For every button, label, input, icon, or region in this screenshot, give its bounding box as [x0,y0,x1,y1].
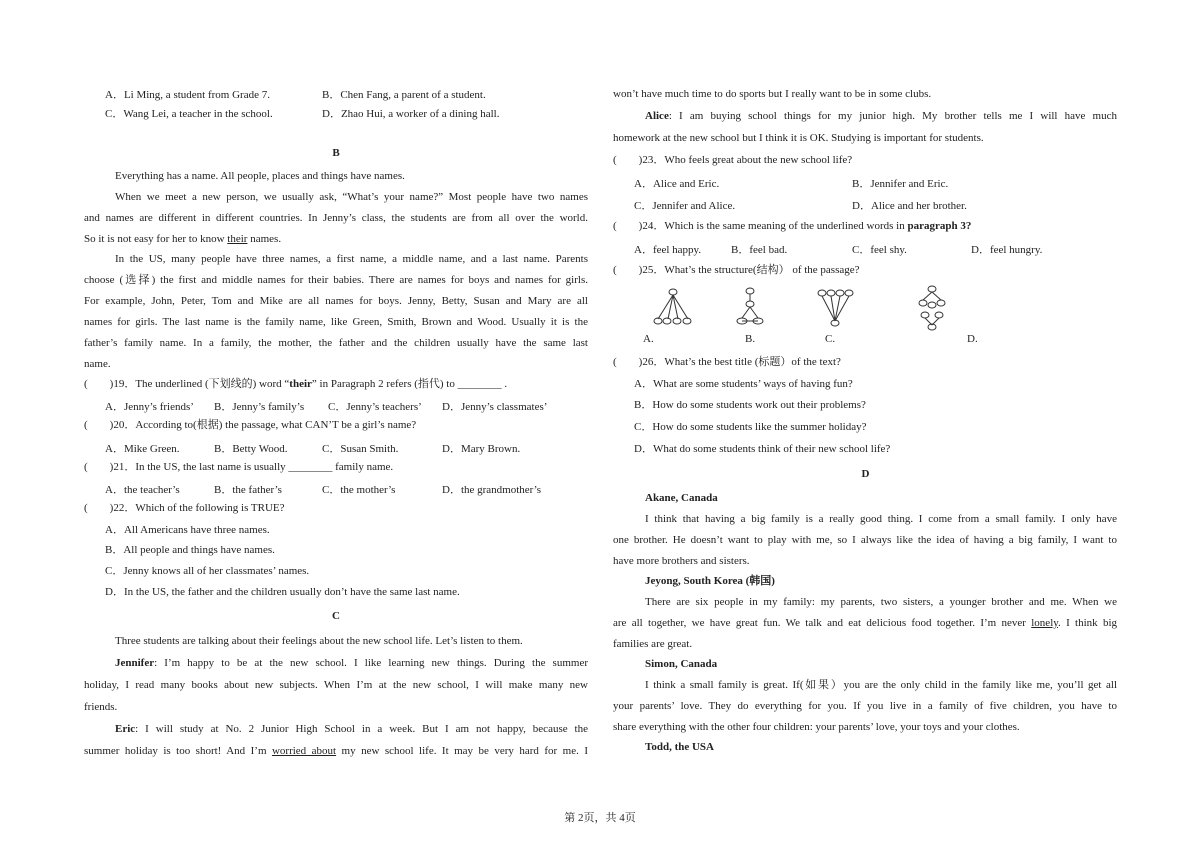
alice-line1: Alice: I am buying school things for my junior high. My brother tells me I will have much [645,110,1117,122]
q18-option-a: A．Li Ming, a student from Grade 7. [105,89,270,101]
q24-option-c: C．feel shy. [852,244,907,256]
q19-option-a: A．Jenny’s friends’ [105,401,194,413]
simon-line3: share everything with the other four children: your parents’ love, your toys and your clothes. [613,721,1020,733]
section-b-p2-line2: and names are different in different countries. In Jenny’s class, the students are from all over the world. [84,212,588,224]
underlined-lonely: lonely [1031,617,1059,629]
structure-diagram-b [734,285,766,329]
q20-option-b: B．Betty Wood. [214,443,288,455]
alice-line2: homework at the new school but I think it is OK. Studying is important for students. [613,132,984,144]
todd-heading: Todd, the USA [645,741,714,753]
section-b-p2-line3: So it is not easy for her to know their names. [84,233,282,245]
q25-stem: ( )25．What’s the structure(结构） of the passage? [613,264,860,276]
q21-stem: ( )21．In the US, the last name is usually ________ family name. [84,461,394,473]
structure-diagram-a [650,285,696,329]
q24-option-d: D．feel hungry. [971,244,1043,256]
q20-option-d: D．Mary Brown. [442,443,521,455]
akane-line1: I think that having a big family is a really good thing. I come from a small family. I only have [645,513,1117,525]
akane-heading: Akane, Canada [645,492,718,504]
q20-stem: ( )20．According to(根据) the passage, what CAN’T be a girl’s name? [84,419,417,431]
q20-option-c: C．Susan Smith. [322,443,399,455]
q26-option-b: B．How do some students work out their problems? [634,399,866,411]
section-d-label: D [861,468,870,480]
q23-option-a: A．Alice and Eric. [634,178,720,190]
q19-option-b: B．Jenny’s family’s [214,401,305,413]
q20-option-a: A．Mike Green. [105,443,180,455]
q26-option-a: A．What are some students’ ways of having fun? [634,378,853,390]
q18-option-c: C．Wang Lei, a teacher in the school. [105,108,273,120]
q25-option-a: A. [643,333,654,345]
jennifer-line2: holiday, I read many books about new subjects. When I’m at the new school, I will make many new [84,679,588,691]
jennifer-line3: friends. [84,701,118,713]
q19-option-c: C．Jenny’s teachers’ [328,401,422,413]
eric-line3: won’t have much time to do sports but I really want to be in some clubs. [613,88,932,100]
q25-option-c: C. [825,333,836,345]
section-b-p3-line1: In the US, many people have three names, a first name, a middle name, and a last name. Parents [115,253,588,265]
jeyong-line2: are all together, we have great fun. We talk and eat delicious food together. I’m never lonely. I think big [613,617,1117,629]
eric-line2: summer holiday is too short! And I’m worried about my new school life. It may be very hard for me. I [84,745,588,757]
section-b-p3-line3: For example, John, Peter, Tom and Mike are all names for boys. Jenny, Betty, Susan and Mary are all [84,295,588,307]
q24-option-a: A．feel happy. [634,244,702,256]
underlined-worried-about: worried about [271,745,337,757]
section-c-intro: Three students are talking about their feelings about the new school life. Let’s listen to them. [115,635,523,647]
q21-option-a: A．the teacher’s [105,484,180,496]
q22-option-d: D．In the US, the father and the children usually don’t have the same last name. [105,586,460,598]
section-c-label: C [332,610,340,622]
eric-line1: Eric: I will study at No. 2 Junior High School in a week. But I am not happy, because the [115,723,588,735]
q21-option-b: B．the father’s [214,484,282,496]
jeyong-line3: families are great. [613,638,693,650]
section-b-p3-line6: name. [84,358,111,370]
q25-option-b: B. [745,333,756,345]
akane-line3: have more brothers and sisters. [613,555,750,567]
q22-option-a: A．All Americans have three names. [105,524,270,536]
q21-option-d: D．the grandmother’s [442,484,542,496]
q23-option-d: D．Alice and her brother. [852,200,967,212]
q18-option-d: D．Zhao Hui, a worker of a dining hall. [322,108,500,120]
q22-option-b: B．All people and things have names. [105,544,275,556]
q22-stem: ( )22．Which of the following is TRUE? [84,502,285,514]
q24-option-b: B．feel bad. [731,244,788,256]
q26-stem: ( )26．What’s the best title (标题）of the text? [613,356,841,368]
section-b-p1: Everything has a name. All people, places and things have names. [115,170,405,182]
q26-option-d: D．What do some students think of their new school life? [634,443,891,455]
q23-stem: ( )23．Who feels great about the new school life? [613,154,853,166]
jeyong-heading: Jeyong, South Korea (韩国) [645,575,775,587]
page-footer: 第 2页，共 4页 [564,812,636,824]
q23-option-b: B．Jennifer and Eric. [852,178,949,190]
section-b-p3-line5: father’s family name. In a family, the mother, the father and the children usually have the same last [84,337,588,349]
q19-option-d: D．Jenny’s classmates’ [442,401,548,413]
structure-diagram-d [914,283,950,333]
jeyong-line1: There are six people in my family: my parents, two sisters, a younger brother and me. When we [645,596,1117,608]
q25-option-d: D. [967,333,978,345]
q23-option-c: C．Jennifer and Alice. [634,200,736,212]
simon-line1: I think a small family is great. If(如果）you are the only child in the family like me, you’ll get all [645,679,1117,691]
q22-option-c: C．Jenny knows all of her classmates’ names. [105,565,310,577]
structure-diagram-c [814,285,856,329]
simon-heading: Simon, Canada [645,658,718,670]
section-b-p3-line4: names for girls. The last name is the family name, like Green, Smith, Brown and Wood. Usually it is the [84,316,588,328]
section-b-p3-line2: choose (选择) the first and middle names for their babies. There are names for boys and names for girls. [84,274,588,286]
simon-line2: your parents’ love. They do everything for you. If you live in a family of five children, you have to [613,700,1117,712]
section-b-p2-line1: When we meet a new person, we usually ask, “What’s your name?” Most people have two names [115,191,588,203]
q19-stem: ( )19．The underlined (下划线的) word “their” in Paragraph 2 refers (指代) to ________ . [84,378,508,390]
section-b-label: B [332,147,340,159]
akane-line2: one brother. He doesn’t want to play with me, so I always like the idea of having a big family, I want to [613,534,1117,546]
q26-option-c: C．How do some students like the summer holiday? [634,421,867,433]
q24-stem: ( )24．Which is the same meaning of the underlined words in paragraph 3? [613,220,972,232]
jennifer-line1: Jennifer: I’m happy to be at the new school. I like learning new things. During the summer [115,657,588,669]
q21-option-c: C．the mother’s [322,484,396,496]
q18-option-b: B．Chen Fang, a parent of a student. [322,89,486,101]
underlined-their: their [227,233,248,245]
